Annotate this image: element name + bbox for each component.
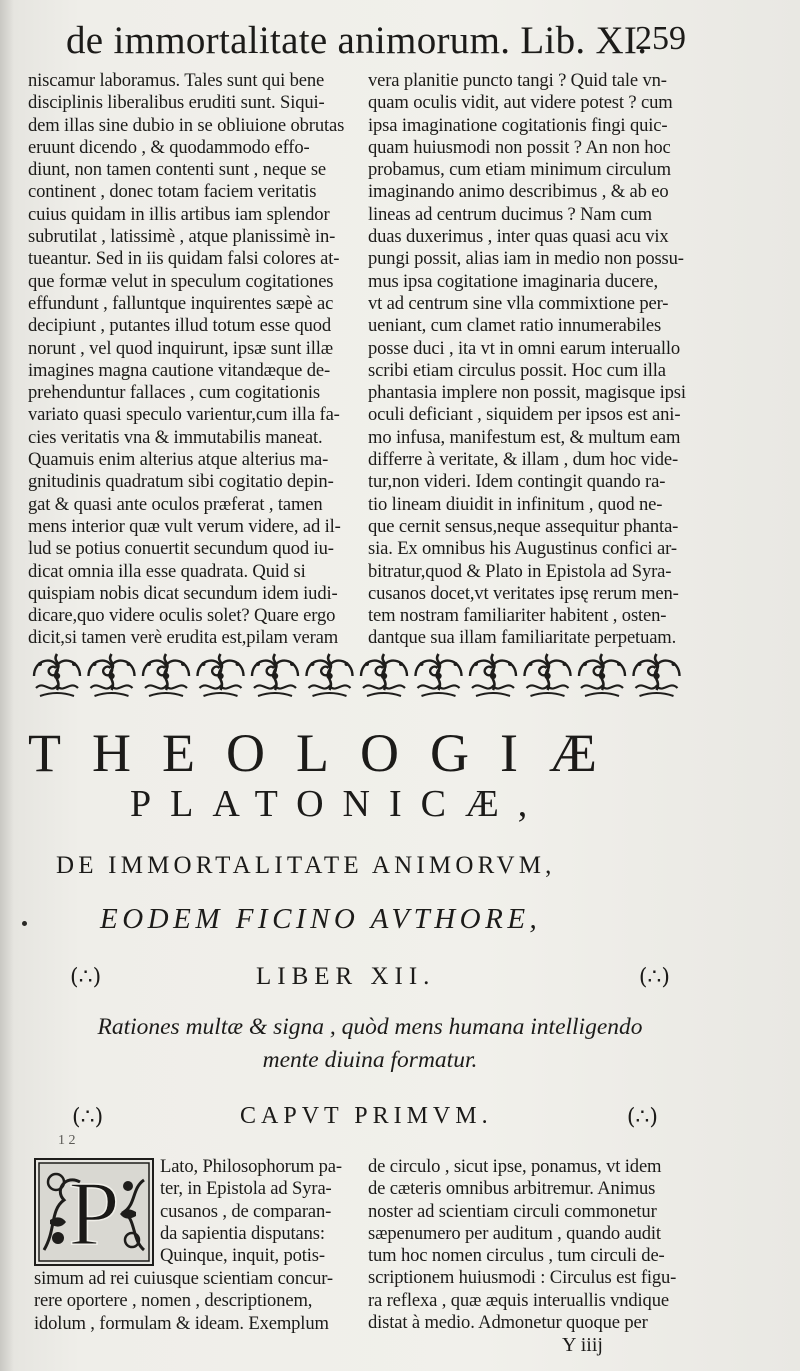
running-title: de immortalitate animorum. Lib. XI. (66, 19, 648, 62)
text-line: prehenduntur fallaces , cum cogitationis (28, 382, 320, 404)
text-line: decipiunt , putantes illud totum esse quod (28, 315, 332, 337)
right-column-bottom (368, 1156, 686, 1334)
text-line: differre à veritate, & illam , dum hoc vide- (368, 449, 679, 471)
text-line: da sapientia disputans: (160, 1222, 325, 1244)
fleuron-icon: (∴) (72, 1105, 104, 1130)
text-line: dicat omnia illa esse quadrata. Quid si (28, 560, 306, 582)
text-line: norunt , vel quod inquirunt, ipsæ sunt illæ (28, 337, 334, 359)
argument-line: mente diuina formatur. (262, 1047, 478, 1073)
chapter-heading-row (72, 1103, 658, 1137)
text-line: quam huiusmodi non possit ? An non hoc (368, 136, 671, 158)
text-line: quispiam nobis dicat secundum idem iudi- (28, 582, 338, 604)
text-line: vera planitie puncto tangi ? Quid tale vn- (368, 70, 667, 91)
text-line: simum ad rei cuiusque scientiam concur- (34, 1268, 333, 1289)
page-number: 259 (635, 20, 686, 57)
text-line: scriptionem huiusmodi : Circulus est figu- (368, 1267, 677, 1289)
text-line: tum hoc nomen circulus , tum circuli de- (368, 1245, 665, 1267)
text-line: dantque sua illam familiaritate perpetuam. (368, 627, 677, 649)
text-line: variato quasi speculo varientur,cum illa fa- (28, 404, 340, 426)
text-line: de circulo , sicut ipse, ponamus, vt idem (368, 1156, 662, 1177)
text-line: bitratur,quod & Plato in Epistola ad Syra- (368, 560, 672, 582)
margin-note: 1 2 (58, 1133, 76, 1148)
text-line: imaginando animo describimus , & ab eo (368, 181, 669, 203)
gutter-shadow (0, 0, 14, 1371)
text-line: dicare,quo videre oculis solet? Quare ergo (28, 605, 336, 627)
right-column-top (368, 70, 686, 650)
text-line: cusanos docet,vt veritates ipsę rerum men- (368, 582, 679, 604)
book-argument (80, 1011, 660, 1077)
text-line: ipsa imaginatione cogitationis fingi quic- (368, 114, 668, 136)
decorative-ornament-band (30, 650, 684, 702)
text-line: subrutilat , latissimè , atque planissimè in- (28, 226, 336, 248)
text-line: sæpenumero per auditum , quando audit (368, 1222, 661, 1244)
text-line: niscamur laboramus. Tales sunt qui bene (28, 70, 325, 91)
text-line: eruunt dicendo , & quodammodo effo- (28, 136, 310, 158)
margin-dot (22, 921, 27, 926)
fleuron-icon: (∴) (638, 965, 670, 990)
text-line: gat & quasi ante oculos præferat , tamen (28, 493, 323, 515)
text-line: que formæ velut in speculum cogitationes (28, 270, 334, 292)
text-line: imagines magna cautione vitandæque de- (28, 359, 331, 381)
text-line: noster ad scientiam circuli commonetur (368, 1200, 657, 1222)
text-line: ra reflexa , quæ æquis interuallis vndique (368, 1289, 669, 1311)
text-line: tio lineam diuidit in infinitum , quod ne- (368, 493, 663, 515)
text-line: tem nostram familiariter habitent , osten- (368, 605, 667, 627)
text-line: cusanos , de comparan- (160, 1200, 332, 1222)
text-line: de cæteris omnibus arbitremur. Animus (368, 1178, 656, 1200)
running-head (66, 18, 686, 66)
text-line: mus ipsa cogitatione imaginaria ducere, (368, 270, 658, 292)
drop-cap-initial (34, 1158, 154, 1266)
left-column-bottom-beside-initial (160, 1156, 350, 1267)
book-heading: LIBER XII. (256, 963, 436, 990)
text-line: Lato, Philosophorum pa- (160, 1156, 342, 1177)
text-line: probamus, cum etiam minimum circulum (368, 159, 671, 181)
text-line: tueantur. Sed in iis quidam falsi colores at- (28, 248, 340, 270)
text-line: lineas ad centrum ducimus ? Nam cum (368, 203, 652, 225)
text-line: quam oculis vidit, aut videre potest ? cum (368, 92, 673, 114)
floral-initial-icon (36, 1160, 152, 1264)
text-line: posse duci , ita vt in omni earum interuallo (368, 337, 681, 359)
drop-cap-letter: P (68, 1162, 120, 1264)
signature-mark: Y iiij (562, 1334, 603, 1356)
text-line: mo infusa, manifestum est, & multum eam (368, 426, 681, 448)
book-heading-row (70, 963, 670, 999)
text-line: rere oportere , nomen , descriptionem, (34, 1290, 313, 1312)
text-line: dicit,si tamen verè erudita est,pilam veram (28, 627, 339, 649)
text-line: dem illas sine dubio in se obliuione obrutas (28, 114, 345, 136)
text-line: lud se potius conuertit secundum quod iu- (28, 538, 334, 560)
argument-line: Rationes multæ & signa , quòd mens humana intelligendo (97, 1014, 643, 1040)
main-title: THEOLOGIÆ (28, 723, 628, 783)
text-line: distat à medio. Admonetur quoque per (368, 1312, 648, 1334)
text-line: gnitudinis quadratum sibi cogitatio depin- (28, 471, 334, 493)
text-line: Quamuis enim alterius atque alterius ma- (28, 449, 329, 471)
text-line: Quinque, inquit, potis- (160, 1245, 325, 1267)
text-line: effundunt , falluntque inquirentes sæpè ac (28, 292, 334, 314)
text-line: oculi deficiant , siquidem per ipsos est ani- (368, 404, 681, 426)
main-title-second-line: PLATONICÆ, (130, 783, 547, 825)
text-line: ter, in Epistola ad Syra- (160, 1178, 332, 1200)
chapter-heading: CAPVT PRIMVM. (240, 1103, 493, 1129)
left-column-top (28, 70, 363, 650)
text-line: sia. Ex omnibus his Augustinus confici ar- (368, 538, 677, 560)
text-line: phantasia implere non possit, magisque ipsi (368, 382, 686, 404)
text-line: vt ad centrum sine vlla commixtione per- (368, 292, 669, 314)
author-line: EODEM FICINO AVTHORE, (100, 903, 542, 935)
text-line: mens interior quæ vult verum videre, ad il- (28, 515, 341, 537)
text-line: duas duxerimus , inter quas quasi acu vix (368, 226, 669, 248)
text-line: ueniant, cum clamet ratio innumerabiles (368, 315, 662, 337)
text-line: diunt, non tamen contenti sunt , neque se (28, 159, 327, 181)
text-line: continent , donec totam faciem veritatis (28, 181, 317, 203)
text-line: pungi possit, alias iam in medio non possu- (368, 248, 684, 270)
text-line: idolum , formulam & ideam. Exemplum (34, 1312, 329, 1334)
fleuron-icon: (∴) (70, 965, 102, 990)
text-line: cuius quidam in illis artibus iam splendor (28, 203, 330, 225)
text-line: disciplinis liberalibus eruditi sunt. Siqui- (28, 92, 325, 114)
work-subtitle: DE IMMORTALITATE ANIMORVM, (56, 852, 556, 879)
text-line: cies veritatis vna & immutabilis maneat. (28, 426, 323, 448)
fleuron-icon: (∴) (626, 1105, 658, 1130)
left-column-bottom (34, 1268, 350, 1335)
text-line: que cernit sensus,neque assequitur phanta- (368, 515, 679, 537)
text-line: scribi etiam circulus possit. Hoc cum illa (368, 359, 666, 381)
text-line: tur,non videri. Idem contingit quando ra- (368, 471, 666, 493)
